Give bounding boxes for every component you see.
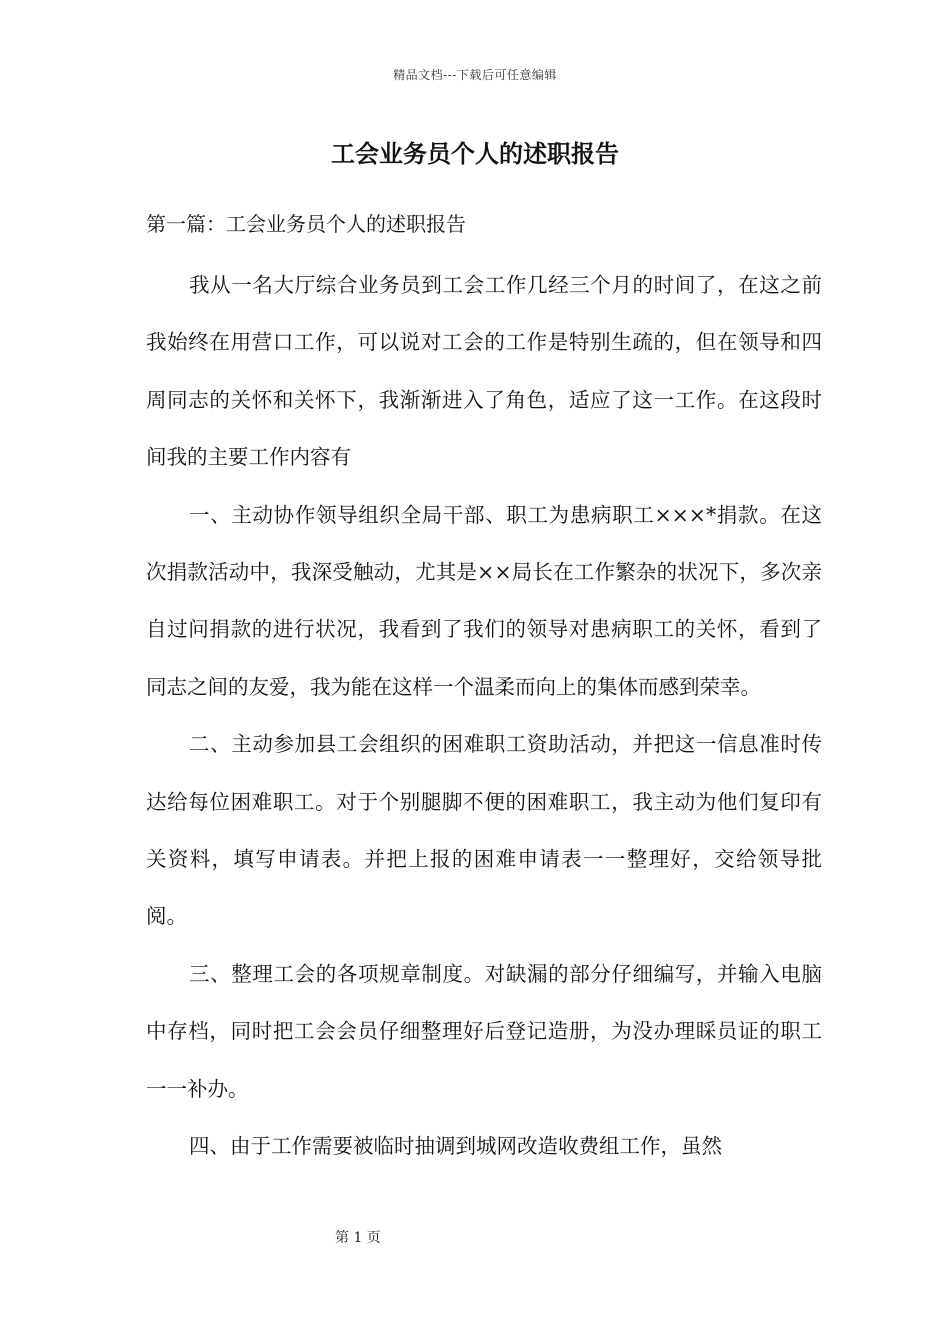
body-paragraph: 三、整理工会的各项规章制度。对缺漏的部分仔细编写，并输入电脑中存档，同时把工会会员仔细整理好后登记造册，为没办理睬员证的职工一一补办。 <box>146 961 822 1101</box>
document-title: 工会业务员个人的述职报告 <box>331 139 619 168</box>
body-paragraph: 二、主动参加县工会组织的困难职工资助活动，并把这一信息准时传达给每位困难职工。对于个别腿脚不便的困难职工，我主动为他们复印有关资料，填写申请表。并把上报的困难申请表一一整理好，交给领导批阅。 <box>146 732 822 929</box>
body-paragraph: 四、由于工作需要被临时抽调到城网改造收费组工作，虽然 <box>189 1134 723 1159</box>
document-subtitle: 第一篇：工会业务员个人的述职报告 <box>146 212 466 236</box>
body-paragraph: 一、主动协作领导组织全局干部、职工为患病职工×××*捐款。在这次捐款活动中，我深受触动，尤其是××局长在工作繁杂的状况下，多次亲自过问捐款的进行状况，我看到了我们的领导对患病职工的关怀，看到了同志之间的友爱，我为能在这样一个温柔而向上的集体而感到荣幸。 <box>146 502 822 699</box>
document-body <box>146 257 822 1176</box>
page-header: 精品文档---下载后可任意编辑 <box>393 68 557 82</box>
body-paragraph: 我从一名大厅综合业务员到工会工作几经三个月的时间了，在这之前我始终在用营口工作，可以说对工会的工作是特别生疏的，但在领导和四周同志的关怀和关怀下，我渐渐进入了角色，适应了这一工作。在这段时间我的主要工作内容有 <box>146 273 822 470</box>
page-number: 第 1 页 <box>335 1230 381 1246</box>
